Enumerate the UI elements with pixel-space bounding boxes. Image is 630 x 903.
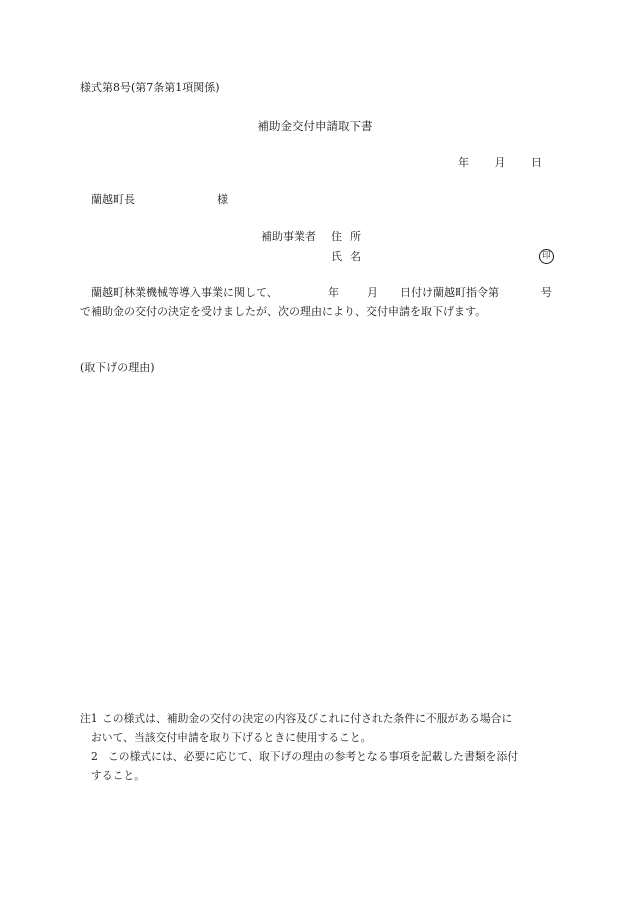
note-1-line-2: おいて、当該交付申請を取り下げるときに使用すること。: [91, 731, 372, 744]
body-line-1-intro: 蘭越町林業機械等導入事業に関して、: [91, 286, 278, 299]
body-line-1-number-suffix: 号: [541, 286, 552, 299]
date-month-label: 月: [494, 156, 506, 169]
body-line-1-year-label: 年: [328, 286, 339, 299]
note-2-line-1: [91, 752, 518, 763]
body-line-1-month-label: 月: [367, 286, 378, 299]
date-year-label: 年: [458, 156, 469, 169]
date-row: [458, 157, 542, 168]
note-2-prefix: 2: [91, 750, 98, 763]
name-label: 氏名: [331, 250, 369, 263]
note-2-text-1: この様式には、必要に応じて、取下げの理由の参考となる事項を記載した書類を添付: [108, 750, 519, 763]
applicant-label: 補助事業者: [261, 230, 316, 243]
note-2-line-2: すること。: [91, 769, 145, 782]
document-title: 補助金交付申請取下書: [257, 119, 373, 133]
note-1-line-1: [80, 714, 512, 725]
reason-label: (取下げの理由): [80, 361, 155, 374]
form-number: 様式第8号(第7条第1項関係): [80, 81, 220, 94]
body-line-2: で補助金の交付の決定を受けましたが、次の理由により、交付申請を取下げます。: [80, 305, 487, 318]
addressee-row: [91, 194, 228, 205]
addressee-honorific: 様: [217, 193, 228, 206]
date-day-label: 日: [531, 156, 542, 169]
seal-mark: 印: [539, 249, 554, 264]
body-line-1-order-text: 日付け蘭越町指令第: [400, 286, 499, 299]
address-label: 住所: [331, 230, 369, 243]
note-1-text-1: この様式は、補助金の交付の決定の内容及びこれに付された条件に不服がある場合に: [102, 712, 513, 725]
note-1-prefix: 注1: [80, 712, 98, 725]
addressee-name: 蘭越町長: [91, 193, 135, 206]
